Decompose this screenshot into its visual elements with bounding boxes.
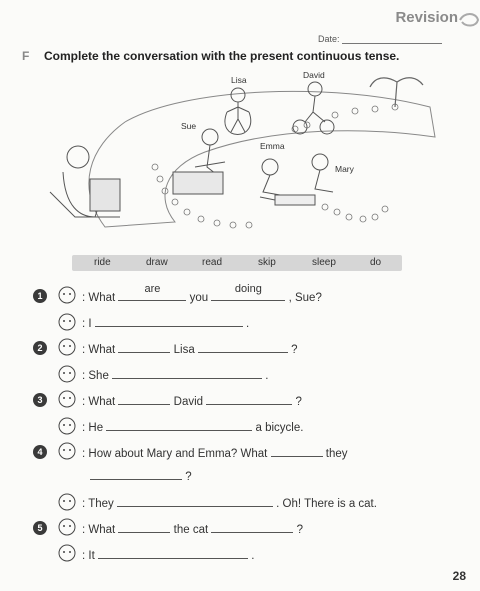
r4-text-b: . Oh! There is a cat. [276, 498, 377, 510]
word-bank-item: draw [146, 257, 168, 268]
q5-blank-1[interactable] [118, 520, 170, 533]
q1-filled-answer-1: are [144, 283, 161, 295]
tree-drawing [370, 78, 423, 107]
question-number: 4 [33, 445, 47, 459]
question-4-continuation [90, 467, 192, 483]
word-bank-item: sleep [312, 257, 336, 268]
date-label: Date: [318, 34, 340, 44]
r2-text: She [88, 370, 109, 382]
question-number: 5 [33, 521, 47, 535]
r1-blank[interactable] [95, 314, 243, 327]
r3-text: He [88, 422, 104, 434]
page-number: 28 [452, 569, 466, 583]
word-bank-item: read [202, 257, 223, 268]
david-cycling-drawing [293, 82, 334, 134]
reply-4-line: : They . Oh! There is a cat. [82, 494, 377, 510]
label-david: David [303, 70, 325, 80]
q4-blank-1[interactable] [271, 444, 323, 457]
question-number: 3 [33, 393, 47, 407]
r4-blank[interactable] [117, 494, 273, 507]
reply-3-line: : He a bicycle. [82, 418, 303, 434]
asker-face-icon [56, 389, 78, 409]
exercise-instruction: Complete the conversation with the present continuous tense. [44, 49, 400, 63]
park-illustration [35, 67, 445, 252]
q3-text-a: What [88, 396, 116, 408]
label-lisa: Lisa [231, 75, 247, 85]
q1-blank-1[interactable] [118, 283, 186, 301]
q1-text-b: you [189, 292, 209, 304]
label-emma: Emma [260, 141, 285, 151]
responder-face-icon [56, 312, 78, 332]
question-4-line: : How about Mary and Emma? What they [82, 444, 348, 460]
q4-blank-2[interactable] [90, 467, 182, 480]
date-field[interactable] [342, 43, 442, 44]
r1-end: . [246, 318, 250, 330]
q1-blank-2[interactable] [211, 283, 285, 301]
reply-5-line: : It . [82, 546, 254, 562]
q1-filled-answer-2: doing [234, 283, 262, 295]
responder-face-icon [56, 416, 78, 436]
r1-text: I [88, 318, 92, 330]
q4-text-a: How about Mary and Emma? What [88, 448, 268, 460]
q5-text-a: What [88, 524, 116, 536]
r5-text: It [88, 550, 95, 562]
question-3-line: : What David ? [82, 392, 302, 408]
q3-blank-2[interactable] [206, 392, 292, 405]
sue-reading-drawing [173, 129, 225, 194]
q1-text-c: , Sue? [288, 292, 322, 304]
asker-face-icon [56, 517, 78, 537]
q3-text-c: ? [295, 396, 302, 408]
q3-blank-1[interactable] [118, 392, 170, 405]
word-bank [72, 255, 402, 271]
question-number: 1 [33, 289, 47, 303]
question-2-line: : What Lisa ? [82, 340, 298, 356]
asker-face-icon [56, 337, 78, 357]
q5-blank-2[interactable] [211, 520, 293, 533]
q2-blank-2[interactable] [198, 340, 288, 353]
r2-blank[interactable] [112, 366, 262, 379]
label-sue: Sue [181, 121, 197, 131]
asker-face-icon [56, 285, 78, 305]
q2-text-a: What [88, 344, 116, 356]
q2-text-b: Lisa [173, 344, 195, 356]
r4-text: They [88, 498, 114, 510]
man-on-phone-drawing [50, 146, 120, 217]
header-title: Revision [395, 9, 458, 26]
q3-text-b: David [173, 396, 204, 408]
word-bank-item: do [370, 257, 382, 268]
question-number: 2 [33, 341, 47, 355]
reply-2-line: : She . [82, 366, 268, 382]
q1-text-a: What [88, 292, 116, 304]
responder-face-icon [56, 543, 78, 563]
label-mary: Mary [335, 164, 354, 174]
q2-text-c: ? [291, 344, 298, 356]
r3-text-b: a bicycle. [255, 422, 304, 434]
question-1-line: : What are you doing , Sue? [82, 283, 322, 304]
reply-1-line: : I . [82, 314, 249, 330]
asker-face-icon [56, 441, 78, 461]
exercise-letter: F [22, 49, 30, 63]
q2-blank-1[interactable] [118, 340, 170, 353]
emma-and-mary-drawing [260, 154, 333, 205]
r3-blank[interactable] [106, 418, 252, 431]
q5-text-b: the cat [173, 524, 209, 536]
question-5-line: : What the cat ? [82, 520, 303, 536]
word-bank-item: ride [94, 257, 111, 268]
q5-text-c: ? [296, 524, 303, 536]
r5-end: . [251, 550, 255, 562]
q4-text-b: they [325, 448, 348, 460]
responder-face-icon [56, 364, 78, 384]
r2-end: . [265, 370, 269, 382]
responder-face-icon [56, 492, 78, 512]
header-swoosh-decoration [458, 12, 480, 28]
r5-blank[interactable] [98, 546, 248, 559]
word-bank-item: skip [258, 257, 276, 268]
q4-end: ? [185, 471, 192, 483]
